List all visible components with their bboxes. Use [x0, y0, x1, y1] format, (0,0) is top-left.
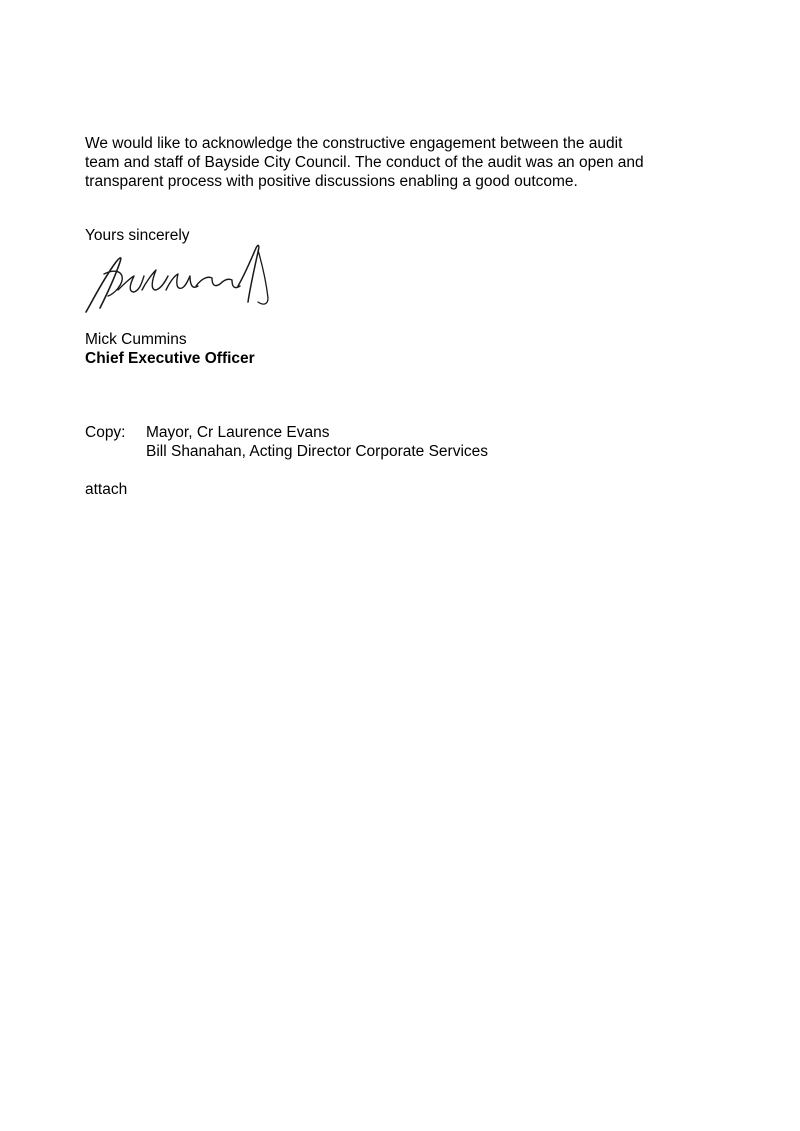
body-line: We would like to acknowledge the constructive engagement between the audit — [85, 135, 623, 152]
copy-recipient-list — [146, 423, 488, 461]
body-line: team and staff of Bayside City Council. The conduct of the audit was an open and — [85, 154, 644, 171]
closing-salutation: Yours sincerely — [85, 227, 190, 244]
signatory-name: Mick Cummins — [85, 331, 187, 348]
copy-recipient: Bill Shanahan, Acting Director Corporate Services — [146, 443, 489, 460]
body-line: transparent process with positive discussions enabling a good outcome. — [85, 173, 578, 190]
signatory-title: Chief Executive Officer — [85, 350, 255, 367]
body-paragraph — [85, 134, 685, 191]
handwritten-signature — [82, 240, 272, 315]
copy-recipient: Mayor, Cr Laurence Evans — [146, 424, 330, 441]
enclosure-note: attach — [85, 481, 128, 498]
copy-label: Copy: — [85, 424, 126, 441]
